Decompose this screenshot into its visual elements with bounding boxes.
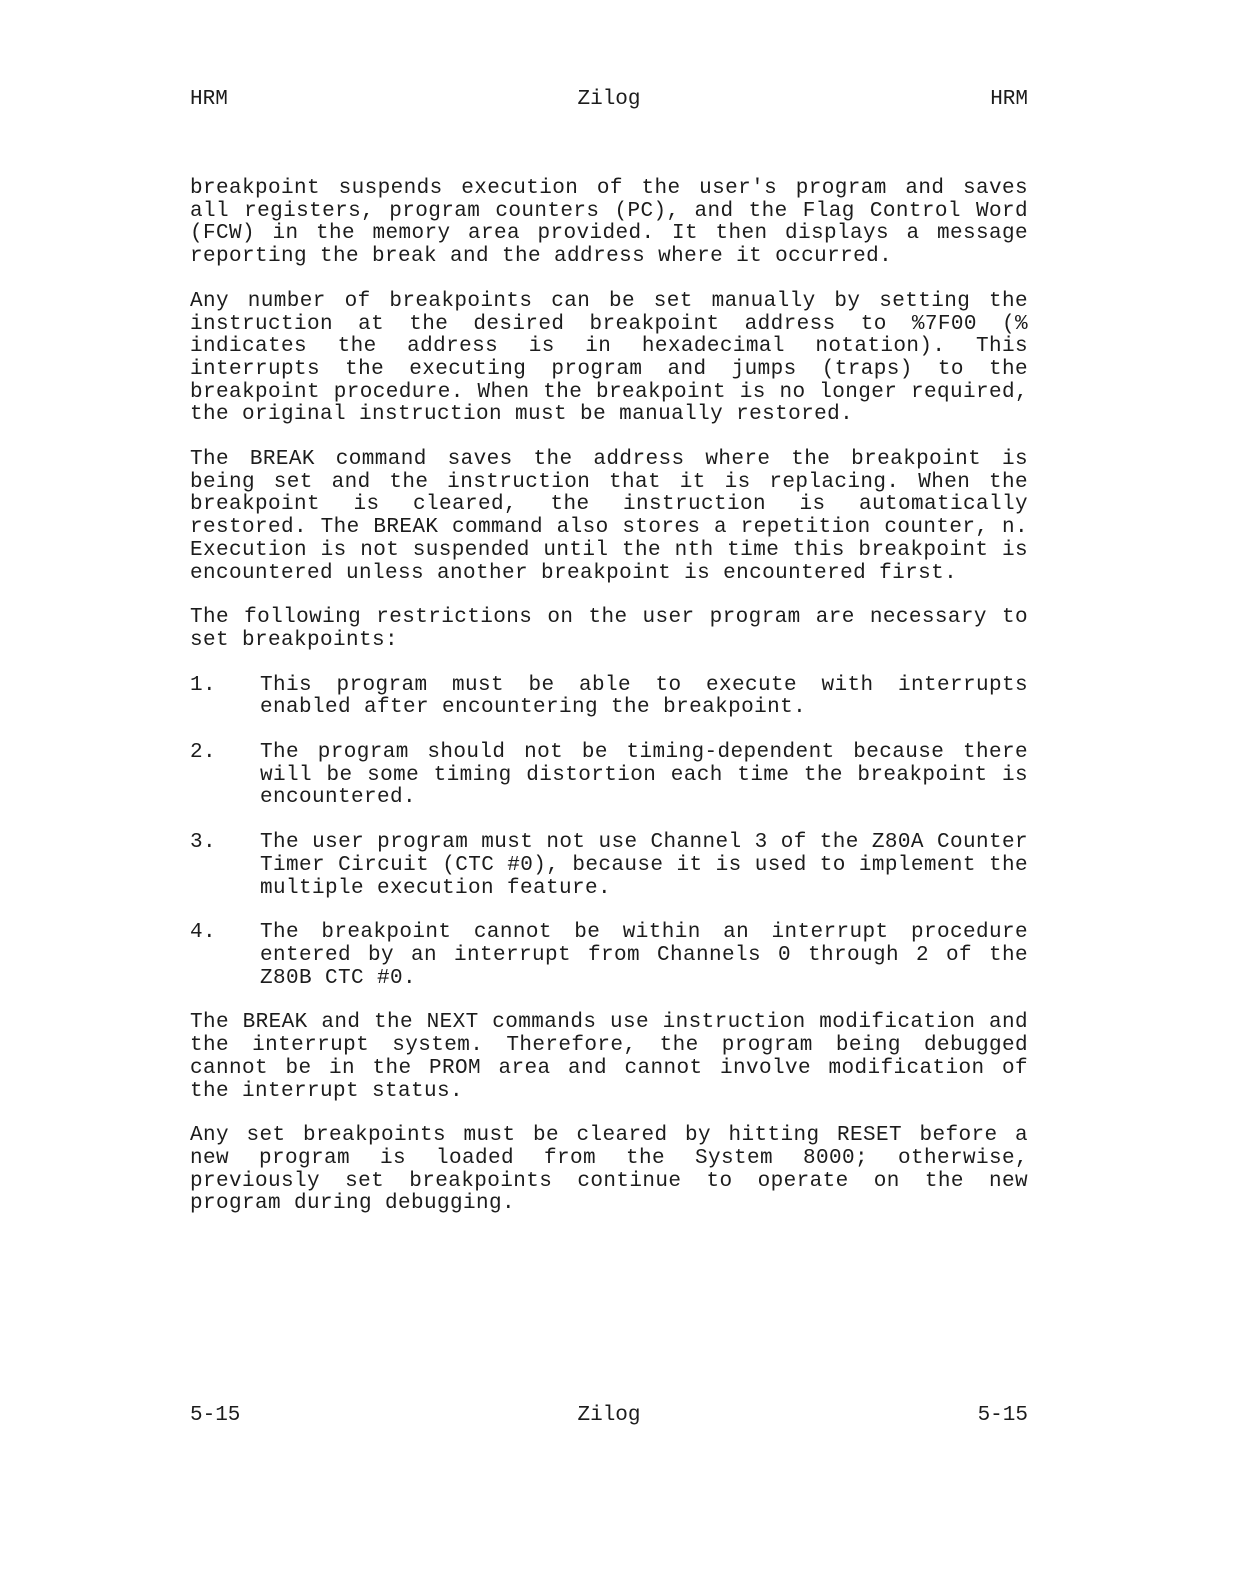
list-item — [190, 742, 1028, 810]
header-left: HRM — [190, 88, 228, 111]
list-item-number: 3. — [190, 831, 217, 855]
header-right: HRM — [990, 88, 1028, 111]
header-center: Zilog — [577, 88, 641, 111]
paragraph: The following restrictions on the user program are necessary to set breakpoints: — [190, 606, 1028, 652]
page-body — [190, 178, 1028, 1238]
page-header — [190, 86, 1028, 114]
footer-center: Zilog — [577, 1404, 641, 1427]
list-item-number: 1. — [190, 673, 217, 697]
paragraph: Any set breakpoints must be cleared by hitting RESET before a new program is loaded from the System 8000; otherwise, previously set breakpoints continue to operate on the new program during debugging. — [190, 1124, 1028, 1216]
list-item-number: 4. — [190, 921, 217, 945]
list-item — [190, 922, 1028, 990]
list-item-text: The program should not be timing-dependent because there will be some timing distortion each time the breakpoint is encountered. — [260, 741, 1028, 810]
list-item-number: 2. — [190, 741, 217, 765]
paragraph: breakpoint suspends execution of the user's program and saves all registers, program counters (PC), and the Flag Control Word (FCW) in the memory area provided. It then displays a message reporting the break and the address where it occurred. — [190, 177, 1028, 269]
paragraph: The BREAK command saves the address where the breakpoint is being set and the instruction that it is replacing. When the breakpoint is cleared, the instruction is automatically restored. The BREAK command also stores a repetition counter, n. Execution is not suspended until the nth time this breakpoint is encountered unless another breakpoint is encountered first. — [190, 448, 1028, 585]
footer-left-page-number: 5-15 — [190, 1404, 241, 1427]
page-footer — [190, 1402, 1028, 1430]
paragraph: The BREAK and the NEXT commands use instruction modification and the interrupt system. Therefore, the program being debugged cannot be in the PROM area and cannot involve modification of the interrupt status. — [190, 1011, 1028, 1103]
list-item — [190, 832, 1028, 900]
restrictions-list — [190, 675, 1028, 991]
list-item-text: The user program must not use Channel 3 of the Z80A Counter Timer Circuit (CTC #0), because it is used to implement the multiple execution feature. — [260, 831, 1028, 900]
list-item-text: This program must be able to execute with interrupts enabled after encountering the breakpoint. — [260, 673, 1028, 720]
list-item — [190, 675, 1028, 720]
footer-right-page-number: 5-15 — [977, 1404, 1028, 1427]
list-item-text: The breakpoint cannot be within an interrupt procedure entered by an interrupt from Channels 0 through 2 of the Z80B CTC #0. — [260, 921, 1028, 990]
paragraph: Any number of breakpoints can be set manually by setting the instruction at the desired breakpoint address to %7F00 (% indicates the address is in hexadecimal notation). This interrupts the executing program and jumps (traps) to the breakpoint procedure. When the breakpoint is no longer required, the original instruction must be manually restored. — [190, 289, 1028, 427]
